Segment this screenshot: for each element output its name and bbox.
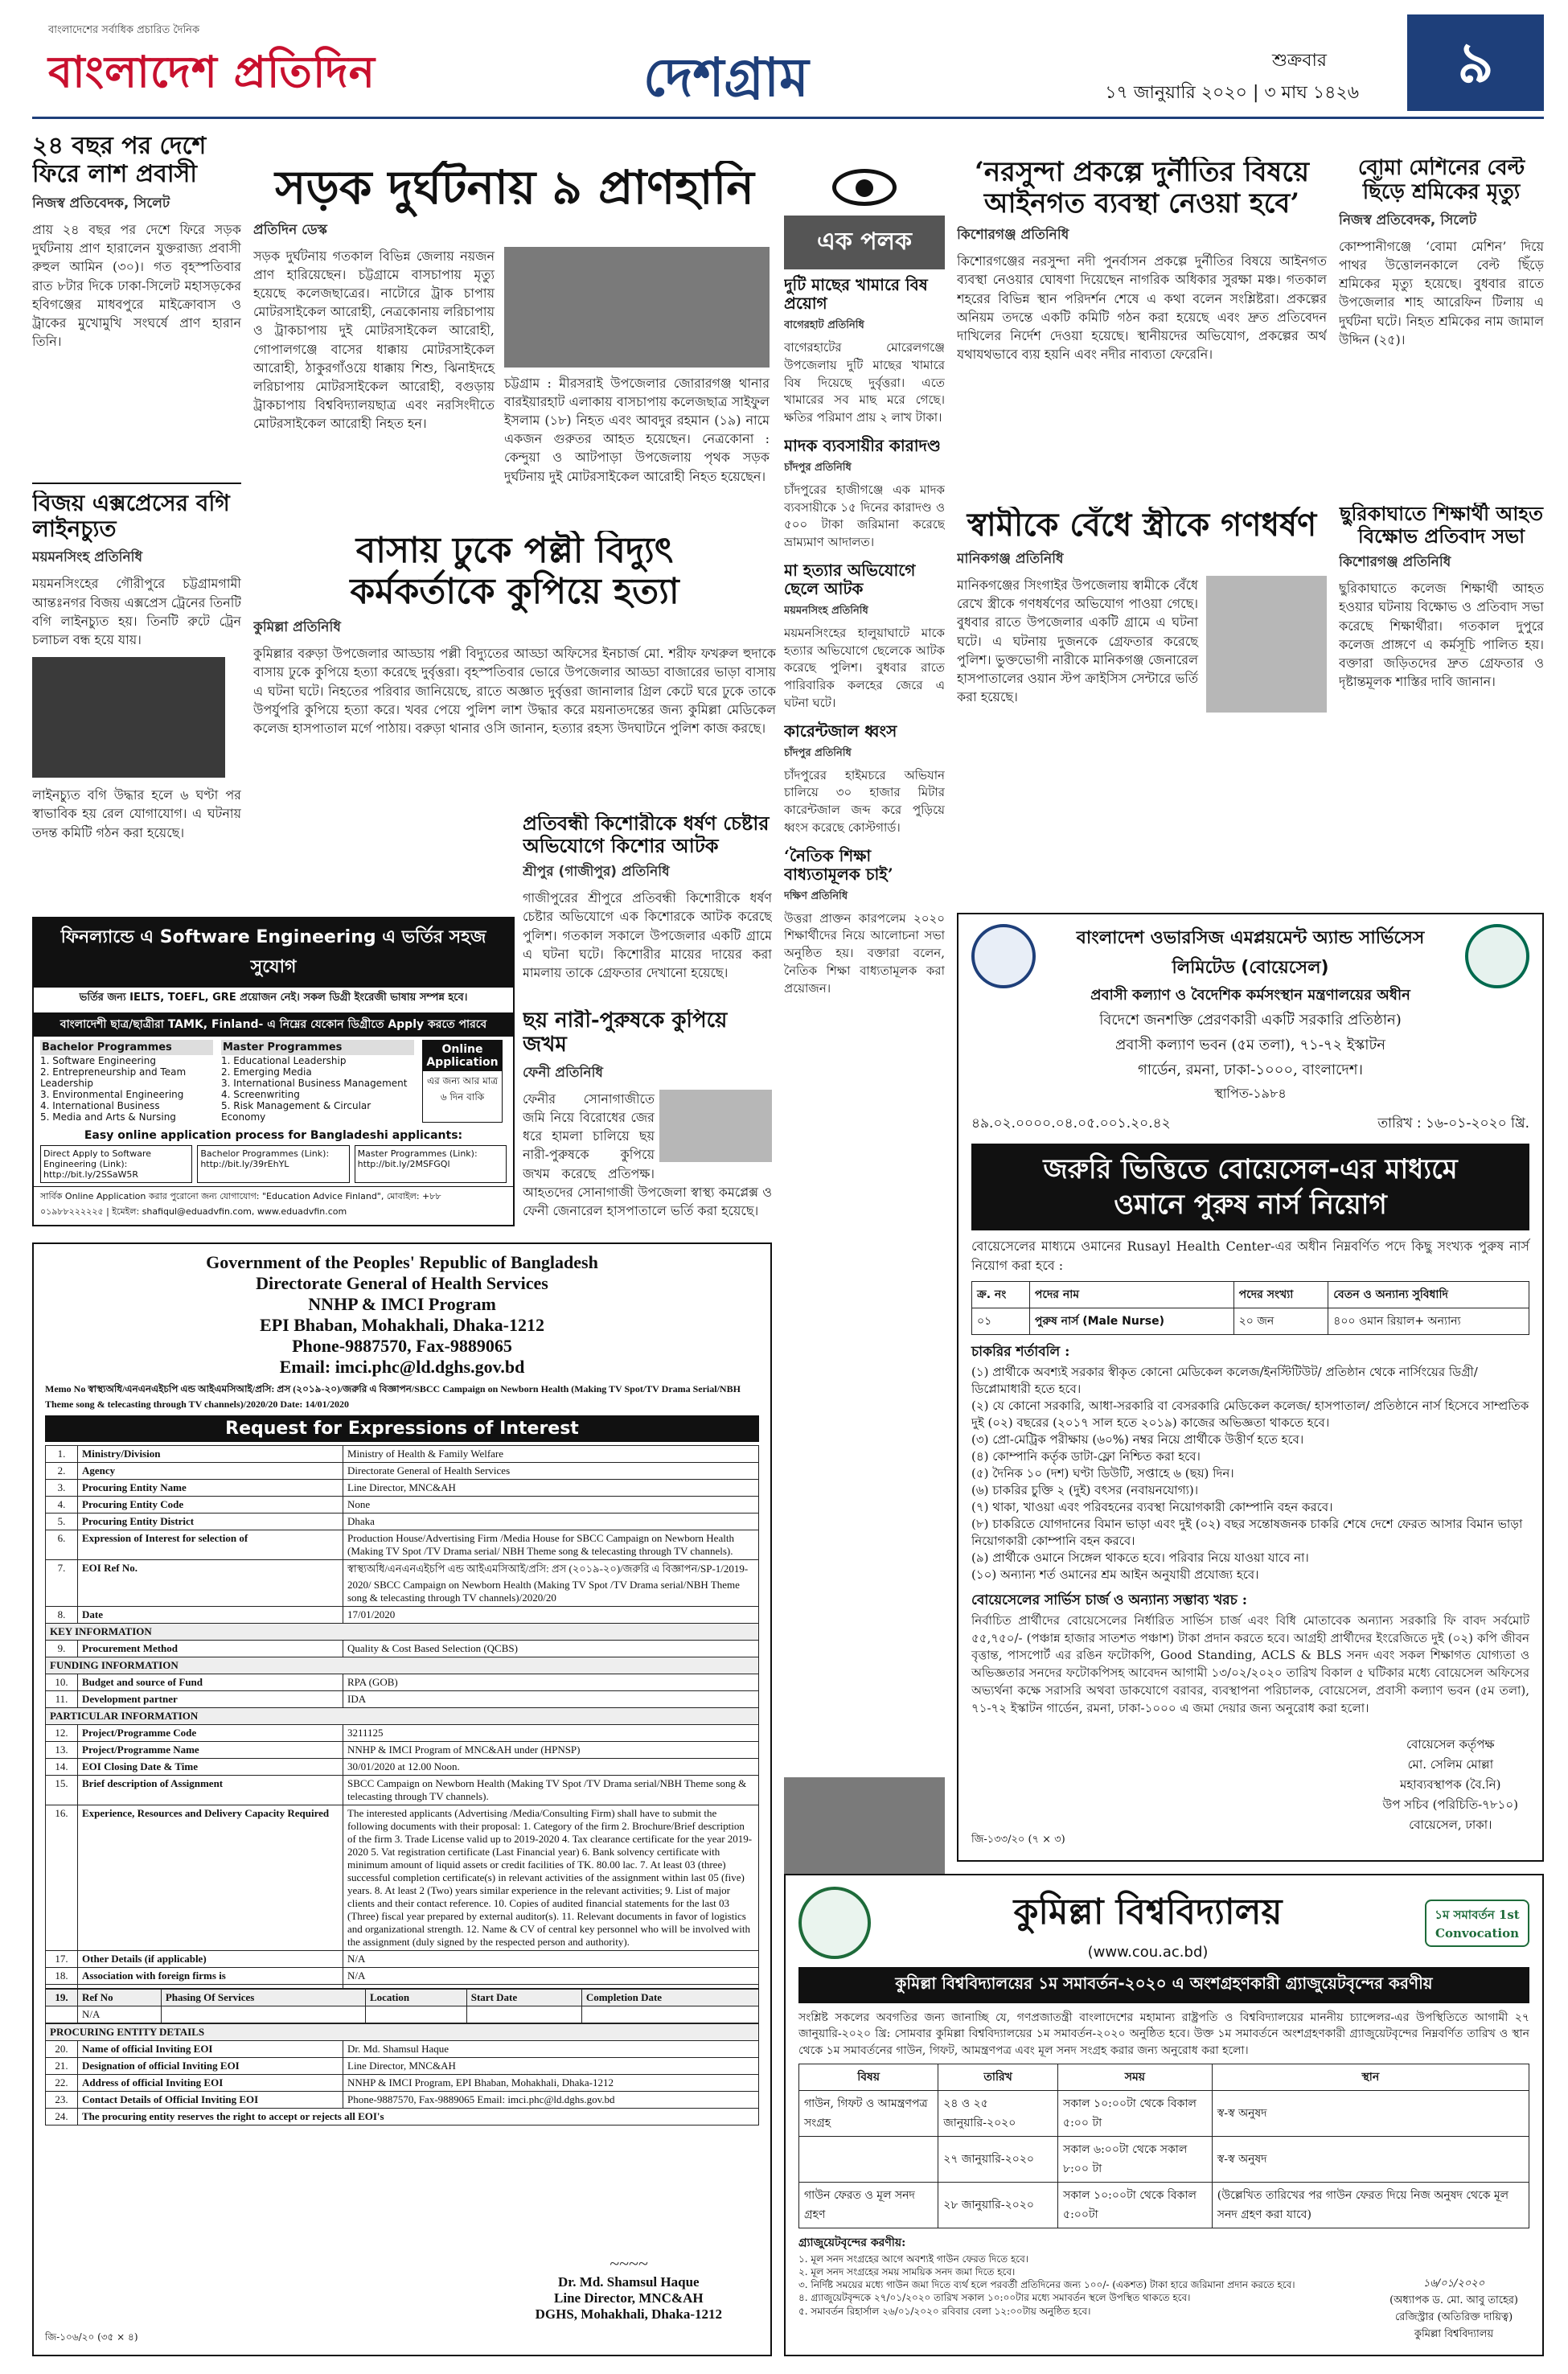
story-body: সড়ক দুর্ঘটনায় গতকাল বিভিন্ন জেলায় নয়জন প্রাণ হারিয়েছেন। চট্টগ্রামে বাসচাপায় মৃত্যু হয়েছে কলেজছাত্রের। নাটোরে ট্রাক চাপায় মোটরসাইকেল আরোহী, নেত্রকোনায় লরিচাপায় ও ট্রাকচাপায় দুই মোটরসাইকেল আরোহী, গোপালগঞ্জে বাসের ধাক্কায় মোটরসাইকেল আরোহী, ঠাকুরগাঁওয়ে ধাক্কায় শিশু, ঝিনাইদহে লরিচাপায় মোটরসাইকেল আরোহী, বগুড়ায় ট্রাকচাপায় বিশ্ববিদ্যালয়ছাত্র এবং নরসিংদীতে মোটরসাইকেল আরোহী নিহত হন। bbox=[253, 248, 495, 432]
list-item: ৫. সমাবর্তন রিহার্সাল ২৬/০১/২০২০ রবিবার বেলা ১২:০০টায় অনুষ্ঠিত হবে। bbox=[798, 2305, 1091, 2317]
story-headline-line2[interactable]: আইনগত ব্যবস্থা নেওয়া হবে’ bbox=[983, 187, 1300, 220]
boesl-intro: বোয়েসেলের মাধ্যমে ওমানের Rusayl Health Center-এর অধীন নিম্নবর্ণিত পদে কিছু সংখ্যক পুরুষ নার্স নিয়োগ করা হবে : bbox=[971, 1238, 1529, 1273]
story-body-continued: লাইনচ্যুত বগি উদ্ধার হলে ৬ ঘণ্টা পর স্বাভাবিক হয় রেল যোগাযোগ। এ ঘটনায় তদন্ত কমিটি গঠন করা হয়েছে। bbox=[32, 787, 241, 840]
list-item: (১০) অন্যান্য শর্ত ওমানের শ্রম আইন অনুযায়ী প্রযোজ্য হবে। bbox=[971, 1567, 1259, 1582]
eoi-address: EPI Bhaban, Mohakhali, Dhaka-1212 bbox=[260, 1315, 544, 1335]
cou-intro: সংশ্লিষ্ট সকলের অবগতির জন্য জানাচ্ছি যে, গণপ্রজাতন্ত্রী বাংলাদেশের মহামান্য রাষ্ট্রপতি ও বিশ্ববিদ্যালয়ের মাননীয় চ্যান্সেলর-এর উপস্থিতিতে আগামী ২৭ জানুয়ারি-২০২০ খ্রি: সোমবার কুমিল্লা বিশ্ববিদ্যালয়ের ১ম সমাবর্তন-২০২০ অনুষ্ঠিত হবে। উক্ত ১ম সমাবর্তনে অংশগ্রহণকারী গ্র্যাজুয়েটবৃন্দের নিম্নবর্ণিত তারিখ ও স্থান থেকে ১ম সমাবর্তনের গাউন, গিফট, আমন্ত্রণপত্র এবং মূল সনদ সংগ্রহ করার জন্য অনুরোধ করা হলো। bbox=[798, 2011, 1529, 2057]
charge-body: নির্বাচিত প্রার্থীদের বোয়েসেলের নির্ধারিত সার্ভিস চার্জ এবং বিধি মোতাবেক অন্যান্য সরকারি ফি বাবদ সর্বমোট ৫৫,৭৫০/- (পঞ্চান্ন হাজার সাতশত পঞ্চাশ) টাকা প্রদান করতে হবে। আগ্রহী প্রার্থীদের ইংরেজিতে দুই (০২) কপি জীবন বৃত্তান্ত, পাসপোর্ট এর রঙিন ফটোকপি, Good Standing, ACLS & BLS সনদ এবং সকল শিক্ষাগত যোগ্যতা ও অভিজ্ঞতার সনদের ফটোকপিসহ আবেদন আগামী ১৩/০২/২০২০ তারিখ বিকাল ৫ ঘটিকার মধ্যে বোয়েসেল অফিসের অভ্যর্থনা কক্ষে সরাসরি অথবা ডাকযোগে বরাবর, ব্যবস্থাপনা পরিচালক, বোয়েসেল, প্রবাসী কল্যাণ ভবন (৫ম তলা), ৭১-৭২ ইস্কাটন গার্ডেন, রমনা, ঢাকা-১০০০ এ জমা দেয়ার জন্য অনুরোধ করা হলো। bbox=[971, 1612, 1529, 1715]
table-row: 2. Agency Directorate General of Health Services bbox=[46, 1463, 759, 1480]
boesl-date: তারিখ : ১৬-০১-২০২০ খ্রি. bbox=[1377, 1115, 1529, 1132]
eoi-gov: Government of the Peoples' Republic of Bangladesh bbox=[206, 1252, 598, 1272]
boesl-seal-icon bbox=[971, 924, 1036, 988]
boesl-address: প্রবাসী কল্যাণ ভবন (৫ম তলা), ৭১-৭২ ইস্কাটন bbox=[1114, 1037, 1386, 1054]
logo-tagline: বাংলাদেশের সর্বাধিক প্রচারিত দৈনিক bbox=[48, 24, 200, 36]
table-row: 10. Budget and source of Fund RPA (GOB) bbox=[46, 1674, 759, 1691]
story-wife bbox=[957, 507, 1327, 901]
table-row: গাউন ফেরত ও মূল সনদ গ্রহণ ২৮ জানুয়ারি-২০২০ সকাল ১০:০০টা থেকে বিকাল ৫:০০টা (উল্লেখিত তারিখের পর গাউন ফেরত দিয়ে নিজ অনুষদ থেকে মূল সনদ গ্রহণ করা যাবে) bbox=[799, 2182, 1529, 2228]
story-body: গাজীপুরের শ্রীপুরে প্রতিবন্ধী কিশোরীকে ধর্ষণ চেষ্টার অভিযোগে এক কিশোরকে আটক করেছে পুলিশ। গতকাল সকালে উপজেলার একটি গ্রামে এ ঘটনা ঘটে। কিশোরীর মায়ের দায়ের করা মামলায় তাকে গ্রেফতার দেখানো হয়েছে। bbox=[523, 890, 772, 980]
table-row: 4. Procuring Entity Code None bbox=[46, 1497, 759, 1514]
table-row: 3. Procuring Entity Name Line Director, MNC&AH bbox=[46, 1480, 759, 1497]
table-row: 17. Other Details (if applicable) N/A bbox=[46, 1951, 759, 1968]
story-body: কুমিল্লার বরুড়া উপজেলার আড্ডায় পল্লী বিদ্যুতের আড্ডা অফিসের ইনচার্জ মো. শরীফ ফখরুল হুদাকে বাসায় ঢুকে কুপিয়ে হত্যা করেছে দুর্বৃত্তরা। বৃহস্পতিবার ভোরে উপজেলার আড্ডা বাজারের ভাড়া বাসায় এ ঘটনা ঘটে। নিহতের পরিবার জানিয়েছে, রাতে অজ্ঞাত দুর্বৃত্তরা জানালার গ্রিল কেটে ঘরে ঢুকে তাকে উপর্যুপরি কুপিয়ে হত্যা করে। খবর পেয়ে পুলিশ লাশ উদ্ধার করে ময়নাতদন্তের জন্য কুমিল্লা মেডিকেল কলেজ হাসপাতাল মর্গে পাঠায়। বরুড়া থানার ওসি জানান, হত্যার রহস্য উদঘাটনে পুলিশ কাজ করছে। bbox=[253, 646, 776, 736]
story-body: ছুরিকাঘাতে কলেজ শিক্ষার্থী আহত হওয়ার ঘটনায় বিক্ষোভ ও প্রতিবাদ সভা করেছে শিক্ষার্থীরা। গতকাল দুপুরে কলেজ প্রাঙ্গণে এ কর্মসূচি পালিত হয়। বক্তারা জড়িতদের দ্রুত গ্রেফতার ও দৃষ্টান্তমূলক শাস্তির দাবি জানান। bbox=[1339, 581, 1544, 690]
list-item: (৭) থাকা, খাওয়া এবং পরিবহনের ব্যবস্থা নিয়োগকারী কোম্পানি বহন করবে। bbox=[971, 1499, 1333, 1514]
table-row: 22. Address of official Inviting EOI NNHP & IMCI Program, EPI Bhaban, Mohakhali, Dhaka-1212 bbox=[46, 2075, 759, 2092]
boesl-memo: ৪৯.০২.০০০০.০৪.০৫.০০১.২০.৪২ bbox=[971, 1115, 1171, 1132]
eoi-title: Request for Expressions of Interest bbox=[45, 1415, 759, 1442]
story-headline[interactable]: ছুরিকাঘাতে শিক্ষার্থী আহত বিক্ষোভ প্রতিবাদ সভা bbox=[1340, 503, 1543, 548]
story-body: ফেনীর সোনাগাজীতে জমি নিয়ে বিরোধের জের ধরে হামলা চালিয়ে ছয় নারী-পুরুষকে কুপিয়ে জখম করেছে প্রতিপক্ষ। আহতদের সোনাগাজী উপজেলা স্বাস্থ্য কমপ্লেক্স ও ফেনী জেনারেল হাসপাতালে ভর্তি করা হয়েছে। bbox=[523, 1090, 772, 1218]
table-row: ২৭ জানুয়ারি-২০২০ সকাল ৬:০০টা থেকে সকাল ৮:০০ টা স্ব-স্ব অনুষদ bbox=[799, 2136, 1529, 2182]
eoi-table bbox=[45, 1445, 759, 1989]
train-photo bbox=[32, 657, 225, 778]
issue-day: শুক্রবার bbox=[1271, 51, 1327, 71]
list-item: (৫) দৈনিক ১০ (দশ) ঘণ্টা ডিউটি, সপ্তাহে ৬ (ছয়) দিন। bbox=[971, 1465, 1234, 1481]
cou-website[interactable]: (www.cou.ac.bd) bbox=[1087, 1944, 1209, 1961]
table-section: KEY INFORMATION bbox=[46, 1624, 759, 1641]
boesl-signature: বোয়েসেল কর্তৃপক্ষ মো. সেলিম মোল্লা মহাব্যবস্থাপক (বৈ.নি) উপ সচিব (পরিচিতি-৭৮১০) বোয়েসেল, ঢাকা। bbox=[1382, 1737, 1518, 1832]
story-headline[interactable]: প্রতিবন্ধী কিশোরীকে ধর্ষণ চেষ্টার অভিযোগে কিশোর আটক bbox=[523, 812, 770, 857]
table-row: 20. Name of official Inviting EOI Dr. Md. Shamsul Haque bbox=[46, 2041, 759, 2058]
list-item: ১. মূল সনদ সংগ্রহের আগে অবশ্যই গাউন ফেরত দিতে হবে। bbox=[798, 2253, 1029, 2265]
ad-boesl bbox=[957, 913, 1544, 1862]
master-item: 2. Emerging Media bbox=[221, 1066, 312, 1078]
page-number: ৯ bbox=[1407, 14, 1544, 111]
boesl-org: বাংলাদেশ ওভারসিজ এমপ্লয়মেন্ট অ্যান্ড সার্ভিসেস লিমিটেড (বোয়েসেল) bbox=[1076, 928, 1425, 978]
bachelor-item: 5. Media and Arts & Nursing bbox=[40, 1111, 176, 1123]
cou-banner: কুমিল্লা বিশ্ববিদ্যালয়ের ১ম সমাবর্তন-২০২০ এ অংশগ্রহণকারী গ্র্যাজুয়েটবৃন্দের করণীয় bbox=[798, 1967, 1529, 2003]
story-headline[interactable]: বাসায় ঢুকে পল্লী বিদ্যুৎ bbox=[355, 531, 674, 571]
brief-item: কারেন্টজাল ধ্বংস চাঁদপুর প্রতিনিধি চাঁদপুরের হাইমচরে অভিযান চালিয়ে ৩০ হাজার মিটার কারেন্টজাল জব্দ করে পুড়িয়ে ধ্বংস করেছে কোস্টগার্ড। bbox=[784, 721, 945, 835]
boesl-address-2: গার্ডেন, রমনা, ঢাকা-১০০০, বাংলাদেশ। bbox=[1138, 1062, 1363, 1078]
cou-table bbox=[798, 2064, 1529, 2228]
boesl-banner: জরুরি ভিত্তিতে বোয়েসেল-এর মাধ্যমে ওমানে পুরুষ নার্স নিয়োগ bbox=[971, 1144, 1529, 1230]
master-item: 4. Screenwriting bbox=[221, 1089, 300, 1100]
table-row: 24. The procuring entity reserves the right to accept or rejects all EOI's bbox=[46, 2109, 759, 2126]
eoi-program: NNHP & IMCI Program bbox=[308, 1294, 496, 1314]
story-body: প্রায় ২৪ বছর পর দেশে ফিরে সড়ক দুর্ঘটনায় প্রাণ হারালেন যুক্তরাজ্য প্রবাসী রুহুল আমিন (৩০)। গত বৃহস্পতিবার রাত ৮টার দিকে ঢাকা-সিলেট মহাসড়কের হবিগঞ্জের মাধবপুরে মাইক্রোবাস ও ট্রাকের মুখোমুখি সংঘর্ষে প্রাণ হারান তিনি। bbox=[32, 222, 241, 350]
story-protest bbox=[1339, 503, 1544, 901]
bachelor-item: 1. Software Engineering bbox=[40, 1055, 156, 1066]
gov-seal-icon bbox=[1465, 924, 1529, 988]
story-expat bbox=[32, 133, 241, 478]
table-row: 6. Expression of Interest for selection of Production House/Advertising Firm /Media House for SBCC Campaign on Newborn Health (Making TV Spot /TV Drama serial/ NBH Theme song & telecasting through TV channels). bbox=[46, 1530, 759, 1560]
table-row: 18. Association with foreign firms is N/A bbox=[46, 1968, 759, 1985]
phasing-table bbox=[45, 1989, 759, 2023]
list-item: (৮) চাকরিতে যোগদানের বিমান ভাড়া এবং দুই (০২) বছর সন্তোষজনক চাকরি শেষে দেশে ফেরত আসার বিমান ভাড়া নিয়োগকারী কোম্পানি বহন করবে। bbox=[971, 1516, 1523, 1548]
conditions-title: চাকরির শর্তাবলি : bbox=[971, 1343, 1070, 1360]
apply-link[interactable]: Master Programmes (Link): http://bit.ly/2MSFGQl bbox=[355, 1145, 507, 1183]
bachelor-item: 4. International Business bbox=[40, 1100, 160, 1111]
easy-line: Easy online application process for Bangladeshi applicants: bbox=[84, 1129, 463, 1142]
story-byline: ময়মনসিংহ প্রতিনিধি bbox=[32, 549, 143, 566]
story-byline: কিশোরগঞ্জ প্রতিনিধি bbox=[1339, 554, 1451, 571]
list-item: (২) যে কোনো সরকারি, আধা-সরকারি বা বেসরকারি মেডিকেল কলেজ/ হাসপাতাল/ প্রতিষ্ঠানে নার্স হিসেবে সাম্প্রতিক দুই (০২) বছরের (২০১৭ সাল হতে ২০১৯) কাজের অভিজ্ঞতা থাকতে হবে। bbox=[971, 1398, 1529, 1430]
story-headline-line2[interactable]: কর্মকর্তাকে কুপিয়ে হত্যা bbox=[350, 570, 679, 612]
table-row: গাউন, গিফট ও আমন্ত্রণপত্র সংগ্রহ ২৪ ও ২৫ জানুয়ারি-২০২০ সকাল ১০:০০টা থেকে বিকাল ৫:০০ টা স্ব-স্ব অনুষদ bbox=[799, 2090, 1529, 2136]
table-row: 12. Project/Programme Code 3211125 bbox=[46, 1725, 759, 1742]
table-row: 15. Brief description of Assignment SBCC Campaign on Newborn Health (Making TV Spot /TV Drama serial/NBH Theme song & telecasting through TV channels). bbox=[46, 1776, 759, 1805]
story-road bbox=[253, 161, 776, 515]
victim-photo bbox=[659, 1090, 772, 1162]
ek-polok-column bbox=[784, 161, 945, 1769]
eye-icon bbox=[832, 169, 897, 206]
list-item: ২. মূল সনদ সংগ্রহের সময় সাময়িক সনদ জমা দিতে হবে। bbox=[798, 2266, 1016, 2278]
boesl-established: স্থাপিত-১৯৮৪ bbox=[1214, 1086, 1287, 1101]
eoi-phone: Phone-9887570, Fax-9889065 bbox=[292, 1336, 512, 1356]
story-river bbox=[957, 157, 1327, 499]
online-note: এর জন্য আর মাত্র ৬ দিন বাকি bbox=[426, 1075, 499, 1103]
signature-scribble: ~~~~ bbox=[610, 2253, 648, 2273]
story-byline: মানিকগঞ্জ প্রতিনিধি bbox=[957, 551, 1064, 567]
master-item: 1. Educational Leadership bbox=[221, 1055, 347, 1066]
story-six bbox=[523, 1009, 772, 1251]
story-byline: কিশোরগঞ্জ প্রতিনিধি bbox=[957, 227, 1069, 244]
table-row: 9. Procurement Method Quality & Cost Based Selection (QCBS) bbox=[46, 1641, 759, 1657]
table-row: N/A bbox=[46, 2006, 759, 2023]
eoi-email[interactable]: Email: imci.phc@ld.dghs.gov.bd bbox=[279, 1357, 525, 1377]
table-section: FUNDING INFORMATION bbox=[46, 1657, 759, 1674]
table-header-row: ক্র. নং পদের নাম পদের সংখ্যা বেতন ও অন্যান্য সুবিধাদি bbox=[972, 1281, 1529, 1308]
table-row: 23. Contact Details of Official Inviting EOI Phone-9887570, Fax-9889065 Email: imci.phc@ld.dghs.gov.bd bbox=[46, 2092, 759, 2109]
list-item: (৪) কোম্পানি কর্তৃক ডাটা-ফ্লো নিশ্চিত করা হবে। bbox=[971, 1448, 1201, 1464]
table-section: PROCURING ENTITY DETAILS bbox=[46, 2024, 759, 2041]
illustration-photo bbox=[1206, 576, 1327, 713]
story-body: কোম্পানীগঞ্জে ‘বোমা মেশিন’ দিয়ে পাথর উত্তোলনকালে বেল্ট ছিঁড়ে শ্রমিকের মৃত্যু হয়েছে। বুধবার রাতে উপজেলার শাহ আরেফিন টিলায় এ দুর্ঘটনা ঘটে। নিহত শ্রমিকের নাম জামাল উদ্দিন (২৫)। bbox=[1339, 238, 1544, 347]
story-headline[interactable]: বোমা মেশিনের বেল্ট ছিঁড়ে শ্রমিকের মৃত্যু bbox=[1357, 157, 1525, 204]
table-row: 13. Project/Programme Name NNHP & IMCI Program of MNC&AH under (HPNSP) bbox=[46, 1742, 759, 1759]
table-row: 11. Development partner IDA bbox=[46, 1691, 759, 1708]
section-title: দেশগ্রাম bbox=[643, 46, 809, 109]
cou-seal-icon bbox=[798, 1887, 871, 1959]
story-headline[interactable]: বিজয় এক্সপ্রেসের বগি লাইনচ্যুত bbox=[32, 491, 230, 543]
table-row: 21. Designation of official Inviting EOI Line Director, MNC&AH bbox=[46, 2058, 759, 2075]
story-headline[interactable]: ‘নরসুন্দা প্রকল্পে দুর্নীতির বিষয়ে bbox=[975, 157, 1309, 188]
online-label: Online Application bbox=[423, 1041, 502, 1071]
ad-finland bbox=[32, 917, 515, 1226]
table-row: 1. Ministry/Division Ministry of Health & Family Welfare bbox=[46, 1446, 759, 1463]
table-row: 14. EOI Closing Date & Time 30/01/2020 at 12.00 Noon. bbox=[46, 1759, 759, 1776]
newspaper-logo[interactable]: বাংলাদেশ প্রতিদিন bbox=[48, 46, 376, 97]
brief-item: মা হত্যার অভিযোগে ছেলে আটক ময়মনসিংহ প্রতিনিধি ময়মনসিংহের হালুয়াঘাটে মাকে হত্যার অভিযোগে ছেলেকে আটক করেছে পুলিশ। বুধবার রাতে পারিবারিক কলহের জেরে এ ঘটনা ঘটে। bbox=[784, 560, 945, 710]
gd-number: জি-১৩৩/২০ (৭ × ৩) bbox=[971, 1834, 1065, 1846]
issue-date: ১৭ জানুয়ারি ২০২০ | ৩ মাঘ ১৪২৬ bbox=[1105, 83, 1359, 103]
masthead bbox=[32, 14, 1544, 119]
list-item: ৩. নির্দিষ্ট সময়ের মধ্যে গাউন জমা দিতে ব্যর্থ হলে পরবর্তী প্রতিদিনের জন্য ১০০/- (একশত) টাকা হারে জরিমানা প্রদান করতে হবে। bbox=[798, 2279, 1295, 2291]
gd-number: জি-১০৬/২০ (৩৫ × ৪) bbox=[45, 2331, 138, 2343]
table-row: 19. Ref No Phasing Of Services Location Start Date Completion Date bbox=[46, 1990, 759, 2006]
story-body: ময়মনসিংহের গৌরীপুরে চট্টগ্রামগামী আন্তঃনগর বিজয় এক্সপ্রেস ট্রেনের তিনটি বগি লাইনচ্যুত হয়। তিনটি রুটে ট্রেন চলাচল বন্ধ হয়ে যায়। bbox=[32, 576, 241, 647]
brief-item: দুটি মাছের খামারে বিষ প্রয়োগ বাগেরহাট প্রতিনিধি বাগেরহাটের মোরেলগঞ্জে উপজেলায় দুটি মাছের খামারে বিষ দিয়েছে দুর্বৃত্তরা। এতে খামারের সব মাছ মরে গেছে। ক্ষতির পরিমাণ প্রায় ২ লাখ টাকা। bbox=[784, 275, 945, 425]
story-headline[interactable]: স্বামীকে বেঁধে স্ত্রীকে গণধর্ষণ bbox=[967, 507, 1317, 544]
apply-link[interactable]: Direct Apply to Software Engineering (Link): http://bit.ly/2SSaW5R bbox=[40, 1145, 192, 1183]
table-row: 5. Procuring Entity District Dhaka bbox=[46, 1514, 759, 1530]
boesl-desc: বিদেশে জনশক্তি প্রেরণকারী একটি সরকারি প্রতিষ্ঠান) bbox=[1099, 1012, 1402, 1029]
accident-photo bbox=[504, 247, 770, 368]
story-byline: নিজস্ব প্রতিবেদক, সিলেট bbox=[1339, 212, 1477, 228]
table-row bbox=[46, 1985, 759, 1989]
story-byline: প্রতিদিন ডেস্ক bbox=[253, 221, 327, 238]
boesl-ministry: প্রবাসী কল্যাণ ও বৈদেশিক কর্মসংস্থান মন্ত্রণালয়ের অধীন bbox=[1090, 987, 1410, 1004]
story-body: কিশোরগঞ্জের নরসুন্দা নদী পুনর্বাসন প্রকল্পে দুর্নীতির বিষয়ে আইনগত ব্যবস্থা নেওয়ার ঘোষণা দিয়েছেন নাগরিক অধিকার সুরক্ষা মঞ্চ। গতকাল শহরের বিভিন্ন স্থান পরিদর্শন শেষে এ কথা বলেন সংশ্লিষ্টরা। প্রকল্পের অনিয়ম তদন্তে একটি কমিটি গঠন করা হয়েছে এবং দ্রুত প্রতিবেদন দাখিলের নির্দেশ দেওয়া হয়েছে। স্থানীয়দের অভিযোগ, প্রকল্পের অর্থ যথাযথভাবে ব্যয় হয়নি এবং নদীর নাব্যতা ফেরেনি। bbox=[957, 253, 1327, 363]
story-body: মানিকগঞ্জের সিংগাইর উপজেলায় স্বামীকে বেঁধে রেখে স্ত্রীকে গণধর্ষণের অভিযোগ পাওয়া গেছে। বুধবার রাতে উপজেলার একটি গ্রামে এ ঘটনা ঘটে। এ ঘটনায় দুজনকে গ্রেফতার করেছে পুলিশ। ভুক্তভোগী নারীকে মানিকগঞ্জ জেনারেল হাসপাতালের ওয়ান স্টপ ক্রাইসিস সেন্টারে ভর্তি করা হয়েছে। bbox=[957, 577, 1198, 705]
ad-subtitle: ভর্তির জন্য IELTS, TOEFL, GRE প্রয়োজন নেই। সকল ডিগ্রী ইংরেজী ভাষায় সম্পন্ন হবে। bbox=[79, 992, 468, 1004]
list-item: (১) প্রার্থীকে অবশ্যই সরকার স্বীকৃত কোনো মেডিকেল কলেজ/ইনস্টিটিউট/ প্রতিষ্ঠান থেকে নার্সিংয়ের ডিগ্রী/ ডিপ্লোমাধারী হতে হবে। bbox=[971, 1364, 1478, 1396]
brief-item: ‘নৈতিক শিক্ষা বাধ্যতামূলক চাই’ দক্ষিণ প্রতিনিধি উত্তরা প্রাক্তন কারপলেম ২০২০ শিক্ষার্থীদের নিয়ে আলোচনা সভা অনুষ্ঠিত হয়। বক্তারা বলেন, নৈতিক শিক্ষা বাধ্যতামূলক করা প্রয়োজন। bbox=[784, 845, 945, 996]
ad-notice: বাংলাদেশী ছাত্র/ছাত্রীরা TAMK, Finland- এ নিম্নের যেকোন ডিগ্রীতে Apply করতে পারবে bbox=[34, 1012, 513, 1037]
master-item: 5. Risk Management & Circular Economy bbox=[221, 1100, 371, 1123]
bachelor-item: 2. Entrepreneurship and Team Leadership bbox=[40, 1066, 187, 1089]
divider bbox=[32, 483, 241, 484]
story-byline: নিজস্ব প্রতিবেদক, সিলেট bbox=[32, 195, 170, 212]
story-headline[interactable]: ২৪ বছর পর দেশে ফিরে লাশ প্রবাসী bbox=[32, 133, 207, 188]
master-item: 3. International Business Management bbox=[221, 1078, 408, 1089]
ek-polok-title: এক পলক bbox=[784, 216, 945, 269]
list-item: (৩) প্রো-মেট্রিক পরীক্ষায় (৬০%) নম্বর নিয়ে প্রার্থীকে উত্তীর্ণ হতে হবে। bbox=[971, 1431, 1304, 1447]
table-row: 8. Date 17/01/2020 bbox=[46, 1607, 759, 1624]
story-body-continued: চট্টগ্রাম : মীরসরাই উপজেলার জোরারগঞ্জ থানার বারইয়ারহাট এলাকায় বাসচাপায় কলেজছাত্র সাইফুল ইসলাম (১৮) নিহত এবং আবদুর রহমান (১৯) নামে একজন গুরুতর আহত হয়েছেন। নেত্রকোনা : কেন্দুয়া ও আটপাড়া উপজেলায় পৃথক সড়ক দুর্ঘটনায় দুই মোটরসাইকেল আরোহী নিহত হয়েছেন। bbox=[504, 375, 770, 484]
master-title: Master Programmes bbox=[221, 1040, 414, 1055]
list-item: (৯) প্রার্থীকে ওমানে সিঙ্গেল থাকতে হবে। পরিবার নিয়ে যাওয়া যাবে না। bbox=[971, 1550, 1309, 1565]
convocation-badge: ১ম সমাবর্তন 1st Convocation bbox=[1425, 1900, 1529, 1947]
ad-title: ফিনল্যান্ডে এ Software Engineering এ ভর্তির সহজ সুযোগ bbox=[34, 918, 513, 988]
procuring-table bbox=[45, 2023, 759, 2126]
conditions-list bbox=[971, 1364, 1529, 1583]
list-item: ৪. গ্র্যাজুয়েটবৃন্দকে ২৭/০১/২০২০ তারিখ সকাল ১০:০০টার মধ্যে সমাবর্তন স্থলে উপস্থিত থাকতে হবে। bbox=[798, 2292, 1191, 2304]
bachelor-item: 3. Environmental Engineering bbox=[40, 1089, 184, 1100]
story-byline: কুমিল্লা প্রতিনিধি bbox=[253, 619, 341, 636]
eoi-directorate: Directorate General of Health Services bbox=[256, 1273, 548, 1293]
cou-title: কুমিল্লা বিশ্ববিদ্যালয় bbox=[1013, 1891, 1283, 1932]
ad-footer: সার্বিক Online Application করার পুরোনো জন্য যোগাযোগ: "Education Advice Finland", মোবাইল: +৮৮ ০১৯৮৮২২২২২৫ | ইমেইল: shafiqul@eduadvfin.com, www.eduadvfin.com bbox=[34, 1186, 513, 1222]
table-row: ০১ পুরুষ নার্স (Male Nurse) ২০ জন ৪০০ ওমান রিয়াল+ অন্যান্য bbox=[972, 1308, 1529, 1334]
apply-link[interactable]: Bachelor Programmes (Link): http://bit.ly/39rEhYL bbox=[197, 1145, 349, 1183]
ad-eoi bbox=[32, 1242, 772, 2356]
story-headline[interactable]: ছয় নারী-পুরুষকে কুপিয়ে জখম bbox=[523, 1009, 728, 1057]
ad-cou bbox=[784, 1874, 1544, 2356]
story-teen bbox=[523, 812, 772, 1005]
table-section: PARTICULAR INFORMATION bbox=[46, 1708, 759, 1725]
list-item: (৬) চাকরির চুক্তি ২ (দুই) বৎসর (নবায়নযোগ্য)। bbox=[971, 1482, 1199, 1497]
cou-signature: ১৬/০১/২০২০ (অধ্যাপক ড. মো. আবু তাহের) রেজিস্ট্রার (অতিরিক্ত দায়িত্ব) কুমিল্লা বিশ্ববিদ্যালয় bbox=[1389, 2277, 1518, 2340]
notes-title: গ্র্যাজুয়েটবৃন্দের করণীয়: bbox=[798, 2236, 906, 2249]
table-row: 16. Experience, Resources and Delivery Capacity Required The interested applicants (Advertising /Media/Consulting Firm) shall have to submit the following documents with their proposal: 1. Category of the firm 2. Brochure/Brief description of the firm 3. Trade License valid up to 2019-2020 4. Tax clearance certificate for the year 2019-2020 5. Vat registration certificate (Last Financial year) 6. Bank solvency certificate with minimum amount of liquid assets or credit facilities of TK. 80.00 lac. 7. At least 03 (three) successful completion certificate(s) in relevant activities of the assignment within last 05 (five) years. 8. At least 2 (Two) years similar experience in the relevant activities; 9. List of major clients and their contact reference. 10. Copies of audited financial statements for the last 03 (Three) fiscal year prepared by external auditor(s). 11. Relevant documents in favor of logistics and organizational strength. 12. Name & CV of central key personnel who will be involved with the assignment (duly signed by the respected person and authority). bbox=[46, 1805, 759, 1951]
bachelor-title: Bachelor Programmes bbox=[40, 1040, 213, 1055]
brief-item: মাদক ব্যবসায়ীর কারাদণ্ড চাঁদপুর প্রতিনিধি চাঁদপুরের হাজীগঞ্জে এক মাদক ব্যবসায়ীকে ১৫ দিনের কারাদণ্ড ও ৫০০ টাকা জরিমানা করেছে ভ্রাম্যমাণ আদালত। bbox=[784, 435, 945, 549]
story-headline[interactable]: সড়ক দুর্ঘটনায় ৯ প্রাণহানি bbox=[275, 161, 754, 215]
eoi-signature: ~~~~ Dr. Md. Shamsul Haque Line Director, MNC&AH DGHS, Mohakhali, Dhaka-1212 bbox=[535, 2253, 722, 2322]
boesl-table bbox=[971, 1281, 1529, 1335]
story-byline: ফেনী প্রতিনিধি bbox=[523, 1064, 603, 1081]
story-train bbox=[32, 491, 241, 909]
table-header-row: বিষয় তারিখ সময় স্থান bbox=[799, 2064, 1529, 2090]
story-byline: শ্রীপুর (গাজীপুর) প্রতিনিধি bbox=[523, 864, 670, 881]
charge-title: বোয়েসেলের সার্ভিস চার্জ ও অন্যান্য সম্ভাব্য খরচ : bbox=[971, 1592, 1247, 1608]
eoi-memo: Memo No স্বাস্থ্যঅধি/এনএনএইচপি এন্ড আইএমসিআই/প্রসি: প্রস (২০১৯-২০)/জরুরি এ বিজ্ঞাপন/SBCC Campaign on Newborn Health (Making TV Spot/TV Drama Serial/NBH Theme song & telecasting through TV channels)/2020/20 Date: 14/01/2020 bbox=[45, 1383, 741, 1410]
table-row: 7. EOI Ref No. স্বাস্থ্যঅধি/এনএনএইচপি এন্ড আইএমসিআই/প্রসি: প্রস (২০১৯-২০)/জরুরি এ বিজ্ঞাপন/SP-1/2019-2020/ SBCC Campaign on Newborn Health (Making TV Spot /TV Drama serial/NBH Theme song & telecasting through TV channels)/2020/20 bbox=[46, 1560, 759, 1607]
story-worker bbox=[1339, 157, 1544, 495]
